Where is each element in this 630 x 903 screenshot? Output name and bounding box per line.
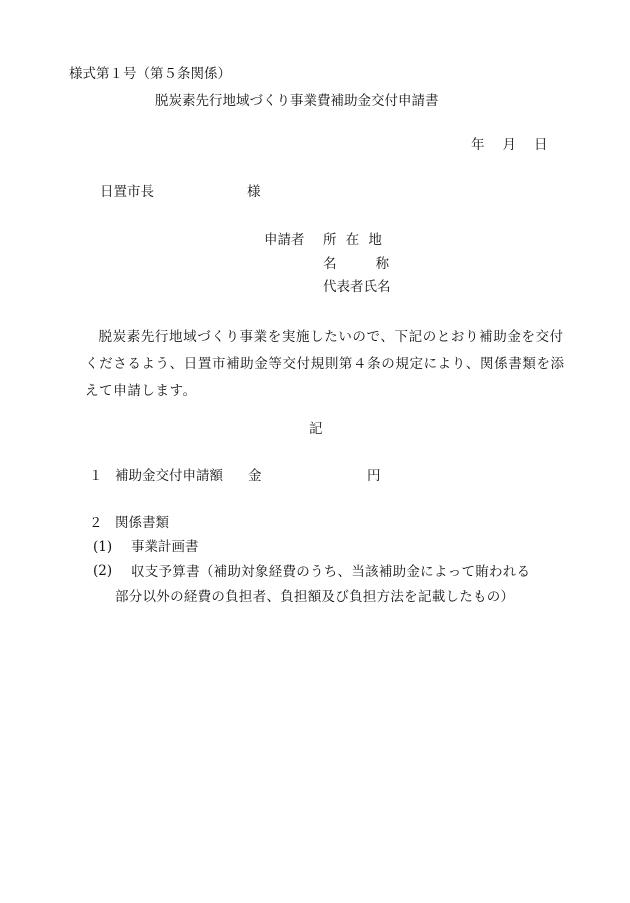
form-number: 様式第１号（第５条関係） — [69, 66, 231, 82]
item-2-label: 関係書類 — [115, 515, 169, 531]
date-row — [471, 139, 548, 153]
honorific: 様 — [247, 184, 261, 200]
applicant-representative-label: 代表者氏名 — [323, 279, 391, 295]
subitem-2-text — [115, 560, 571, 610]
subitem-1-number: (1) — [93, 539, 113, 555]
document-title: 脱炭素先行地域づくり事業費補助金交付申請書 — [155, 93, 439, 109]
date-month-label: 月 — [502, 137, 516, 153]
subitem-2-number: (2) — [93, 563, 113, 579]
ki-heading: 記 — [309, 421, 323, 437]
applicant-name-label: 名称 — [323, 256, 429, 272]
item-2-number: ２ — [89, 515, 103, 531]
application-body-text: 脱炭素先行地域づくり事業を実施したいので、下記のとおり補助金を交付くださるよう、日置市補助金等交付規則第４条の規定により、関係書類を添えて申請します。 — [85, 329, 565, 399]
subitem-2-line-2: 部分以外の経費の負担者、負担額及び負担方法を記載したもの） — [115, 589, 515, 605]
applicant-label: 申請者 — [264, 232, 305, 248]
item-1-label: 補助金交付申請額 — [115, 468, 223, 484]
item-1-number: １ — [89, 468, 103, 484]
item-1-amount-unit: 円 — [367, 468, 381, 484]
applicant-address-label: 所在地 — [323, 232, 392, 248]
subitem-1-label: 事業計画書 — [131, 539, 199, 555]
subitem-2-line-1: 収支予算書（補助対象経費のうち、当該補助金によって賄われる — [131, 564, 531, 580]
addressee: 日置市長 — [100, 184, 154, 200]
item-1-amount-prefix: 金 — [248, 468, 262, 484]
date-day-label: 日 — [534, 137, 548, 153]
date-year-label: 年 — [471, 137, 485, 153]
